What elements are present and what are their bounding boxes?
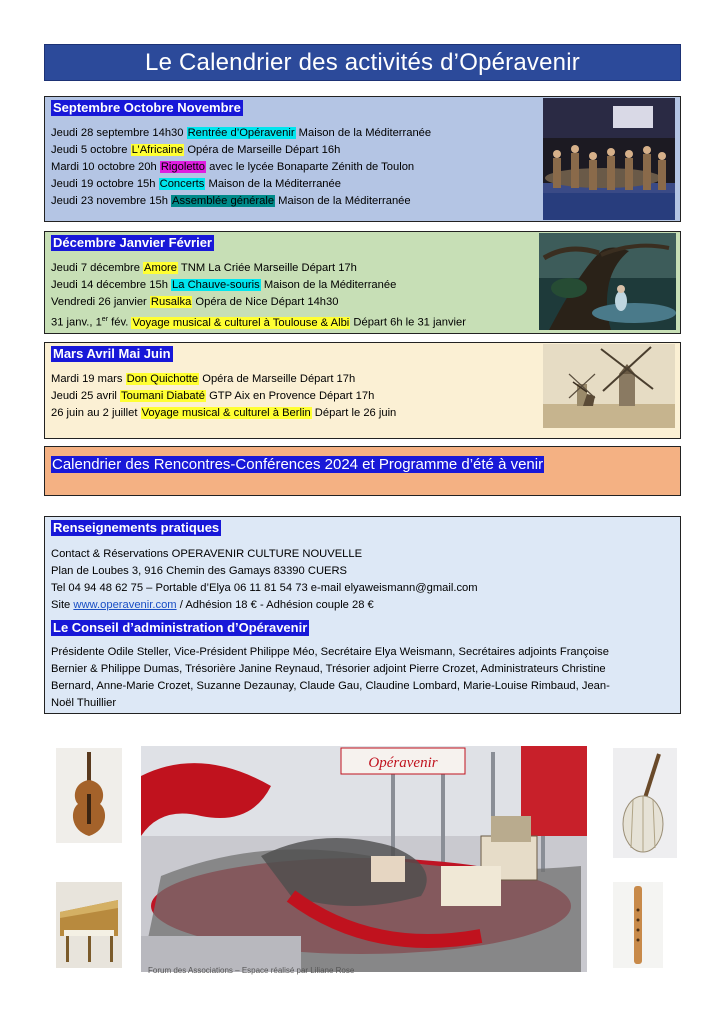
event-detail: Vendredi 26 janvier — [51, 296, 150, 308]
info-section — [44, 516, 681, 714]
event-detail: Opéra de Marseille Départ 17h — [199, 373, 356, 385]
event-title: Rusalka — [150, 296, 192, 308]
event-detail: Jeudi 25 avril — [51, 390, 121, 402]
event-detail: Maison de la Méditerranée — [260, 279, 397, 291]
opera-stage-photo — [543, 98, 675, 220]
membership-fees: / Adhésion 18 € - Adhésion couple 28 € — [176, 599, 374, 611]
event-detail: Maison de la Méditerranée — [205, 178, 341, 190]
windmill-engraving — [543, 344, 675, 428]
event-detail: avec le lycée Bonaparte Zénith de Toulon — [206, 161, 415, 173]
event-detail: TNM La Criée Marseille Départ 17h — [178, 262, 357, 274]
site-line — [51, 597, 674, 614]
rusalka-painting — [539, 233, 676, 330]
event-title: La Chauve-souris — [172, 279, 260, 291]
event-detail: Jeudi 5 octobre — [51, 144, 131, 156]
event-title: Voyage musical & culturel à Toulouse & Albi — [132, 316, 350, 329]
contact-block — [51, 546, 674, 614]
info-heading: Renseignements pratiques — [53, 520, 220, 535]
event-detail: Départ 6h le 31 janvier — [350, 316, 466, 329]
phone-email-line: Tel 04 94 48 62 75 – Portable d’Elya 06 11 81 54 73 e-mail elyaweismann@gmail.com — [51, 582, 478, 594]
conferences-banner — [44, 446, 681, 496]
event-title: Don Quichotte — [126, 373, 199, 385]
viola-da-gamba-photo — [56, 748, 122, 843]
board-line: Noël Thuillier — [51, 697, 117, 709]
event-detail: Jeudi 28 septembre 14h30 — [51, 127, 187, 139]
page-title: Le Calendrier des activités d’Opéravenir — [44, 44, 681, 81]
event-detail: Départ le 26 juin — [311, 407, 397, 419]
event-detail: 31 janv., 1 — [51, 316, 102, 329]
address-line: Plan de Loubes 3, 916 Chemin des Gamays 83390 CUERS — [51, 565, 348, 577]
event-detail: Jeudi 23 novembre 15h — [51, 195, 172, 207]
site-label: Site — [51, 599, 74, 611]
event-detail: Maison de la Méditerranée — [275, 195, 411, 207]
event-detail: Opéra de Nice Départ 14h30 — [192, 296, 339, 308]
event-title: L’Africaine — [131, 144, 184, 156]
board-heading: Le Conseil d’administration d’Opéravenir — [53, 620, 308, 635]
recorder-photo — [613, 882, 663, 968]
event-title: Concerts — [159, 178, 205, 190]
board-line: Bernard, Anne-Marie Crozet, Suzanne Dezaunay, Claude Gau, Claudine Lombard, Marie-Louise Rimbaud, Jean- — [51, 680, 610, 692]
website-link[interactable]: www.operavenir.com — [73, 599, 177, 611]
lute-photo — [613, 748, 677, 858]
event-title: Voyage musical & culturel à Berlin — [141, 407, 311, 419]
event-title: Rentrée d’Opéravenir — [187, 127, 295, 139]
superscript: er — [101, 316, 109, 323]
event-detail: 26 juin au 2 juillet — [51, 407, 141, 419]
board-line: Bernier & Philippe Dumas, Trésorière Janine Reynaud, Trésorier adjoint Pierre Crozet, Administrateurs Christine — [51, 663, 606, 675]
contact-line: Contact & Réservations OPERAVENIR CULTURE NOUVELLE — [51, 548, 363, 560]
event-title: Amore — [144, 262, 177, 274]
event-detail: Jeudi 19 octobre 15h — [51, 178, 159, 190]
board-line: Présidente Odile Steller, Vice-Président Philippe Méo, Secrétaire Elya Weismann, Secrétaires adjoints Françoise — [51, 646, 609, 658]
section-heading: Décembre Janvier Février — [53, 235, 212, 250]
conferences-title: Calendrier des Rencontres-Conférences 2024 et Programme d’été à venir — [52, 456, 544, 473]
event-title: Assemblée générale — [172, 195, 275, 207]
forum-stand-photo — [141, 746, 587, 972]
section-heading: Septembre Octobre Novembre — [53, 100, 241, 115]
event-detail: Maison de la Méditerranée — [295, 127, 432, 139]
event-detail: Mardi 19 mars — [51, 373, 126, 385]
event-detail: GTP Aix en Provence Départ 17h — [206, 390, 375, 402]
event-detail: Mardi 10 octobre 20h — [51, 161, 160, 173]
event-detail: Opéra de Marseille Départ 16h — [184, 144, 341, 156]
event-title: Toumani Diabaté — [121, 390, 205, 402]
event-title: Rigoletto — [160, 161, 205, 173]
section-autumn — [44, 96, 681, 222]
section-winter — [44, 231, 681, 334]
section-heading: Mars Avril Mai Juin — [53, 346, 171, 361]
stand-banner-text: Opéravenir — [368, 755, 438, 771]
event-detail: Jeudi 14 décembre 15h — [51, 279, 172, 291]
section-spring — [44, 342, 681, 439]
harpsichord-photo — [56, 882, 122, 968]
event-detail: fév. — [108, 316, 132, 329]
event-detail: Jeudi 7 décembre — [51, 262, 144, 274]
board-members — [51, 644, 674, 712]
photo-caption: Forum des Associations – Espace réalisé par Liliane Rose — [148, 966, 355, 975]
